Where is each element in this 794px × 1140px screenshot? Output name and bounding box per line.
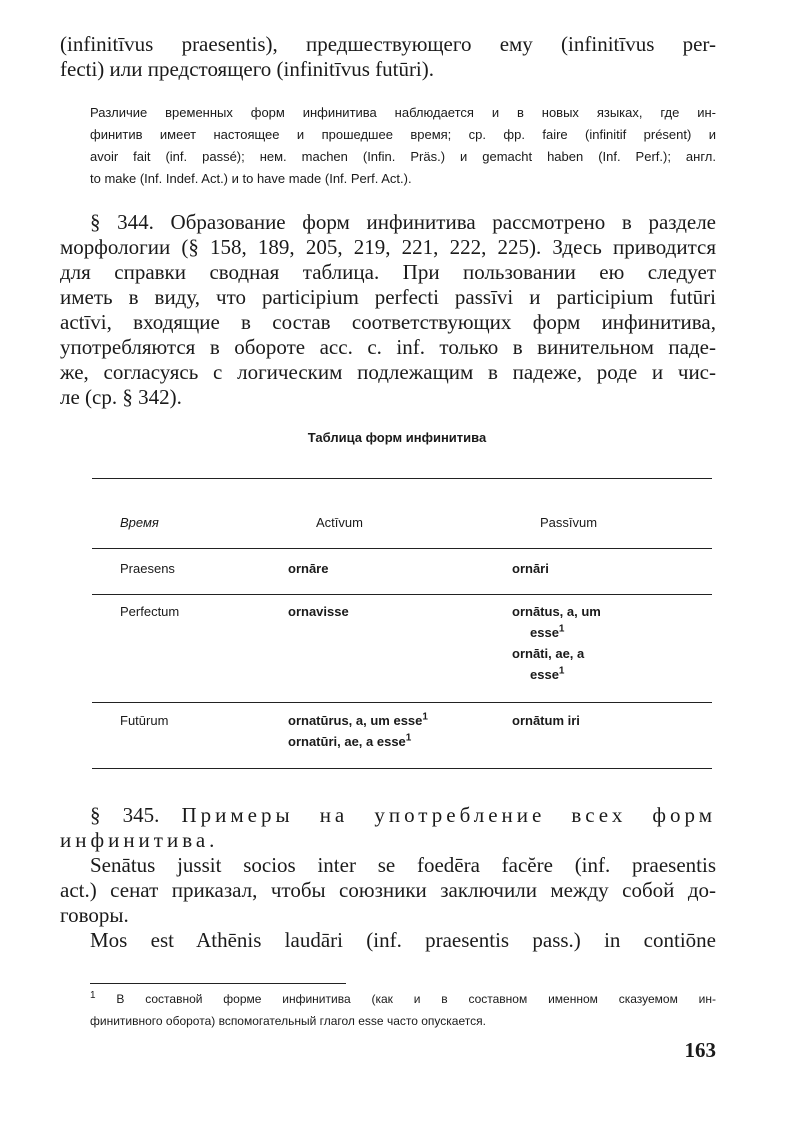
footnote-ref: 1 xyxy=(558,665,565,677)
s344-line-1: § 344. Образование форм инфинитива рассмотрено в разделе xyxy=(90,210,716,234)
footnote-ref: 1 xyxy=(558,623,565,635)
intro-line-2: fecti) или предстоящего (infinitīvus futūri). xyxy=(60,57,435,81)
footnote-line-1 xyxy=(90,988,716,1010)
note-line-4: to make (Inf. Indef. Act.) и to have made (Inf. Perf. Act.). xyxy=(90,171,412,186)
s344-line-8: ле (ср. § 342). xyxy=(60,385,182,409)
row-rule-1 xyxy=(92,594,712,595)
row-praesens-passive: ornāri xyxy=(512,561,549,576)
intro-line-1: (infinitīvus praesentis), предшествующего ему (infinitīvus per- xyxy=(60,32,716,56)
perfectum-passive-4 xyxy=(512,664,601,685)
futurum-active-1: ornatūrus, a, um esse xyxy=(288,713,423,728)
footnote-ref: 1 xyxy=(422,711,428,723)
example-2-line-1: Mos est Athēnis laudāri (inf. praesentis pass.) in contiōne xyxy=(90,928,716,952)
header-active: Actīvum xyxy=(316,515,363,530)
row-futurum-passive: ornātum iri xyxy=(512,713,580,728)
table-title: Таблица форм инфинитива xyxy=(307,430,487,445)
s344-line-6: употребляются в обороте acc. c. inf. только в винительном паде- xyxy=(60,335,716,359)
table-top-rule xyxy=(92,478,712,479)
footnote-rule xyxy=(90,983,346,984)
perfectum-esse-1: esse xyxy=(530,625,559,640)
s344-line-4: иметь в виду, что participium perfecti passīvi и participium futūri xyxy=(60,285,716,309)
perfectum-esse-2: esse xyxy=(530,667,559,682)
footnote-line-2: финитивного оборота) вспомогательный глагол esse часто опускается. xyxy=(90,1014,486,1028)
s345-number: § 345. xyxy=(90,803,160,827)
row-futurum-active xyxy=(288,710,428,752)
note-line-1: Различие временных форм инфинитива наблюдается и в новых языках, где ин- xyxy=(90,105,716,120)
row-futurum-time: Futūrum xyxy=(120,713,169,728)
header-time: Время xyxy=(120,515,159,530)
row-rule-2 xyxy=(92,702,712,703)
row-perfectum-time: Perfectum xyxy=(120,604,180,619)
note-line-2: финитив имеет настоящее и прошедшее время; ср. фр. faire (infinitif présent) и xyxy=(90,127,716,142)
comparative-note xyxy=(90,102,716,190)
row-praesens-active: ornāre xyxy=(288,561,329,576)
s344-line-7: же, согласуясь с логическим подлежащим в падеже, роде и чис- xyxy=(60,360,716,384)
futurum-active-2: ornatūri, ae, a esse xyxy=(288,734,406,749)
row-praesens-time: Praesens xyxy=(120,561,175,576)
s345-heading-1: Примеры на употребление всех форм xyxy=(181,803,717,827)
footnote-text-1: В составной форме инфинитива (как и в составном именном сказуемом ин- xyxy=(116,992,716,1006)
s344-line-2: морфологии (§ 158, 189, 205, 219, 221, 222, 225). Здесь приводится xyxy=(60,235,716,259)
row-perfectum-passive xyxy=(512,601,601,685)
row-perfectum-active: ornavisse xyxy=(288,604,349,619)
section-344 xyxy=(60,210,716,410)
s344-line-3: для справки сводная таблица. При пользовании ею следует xyxy=(60,260,716,284)
s345-heading-line-1 xyxy=(60,803,716,828)
perfectum-passive-2 xyxy=(512,622,601,643)
intro-paragraph xyxy=(60,32,716,82)
note-line-3: avoir fait (inf. passé); нем. machen (Infin. Präs.) и gemacht haben (Inf. Perf.); англ. xyxy=(90,149,716,164)
perfectum-passive-1: ornātus, a, um xyxy=(512,604,601,619)
section-345 xyxy=(60,803,716,953)
header-rule xyxy=(92,548,712,549)
s344-line-5: actīvi, входящие в состав соответствующих форм инфинитива, xyxy=(60,310,716,334)
footnote xyxy=(90,988,716,1032)
table-bottom-rule xyxy=(92,768,712,769)
example-1-line-2: act.) сенат приказал, чтобы союзники заключили между собой до- xyxy=(60,878,716,902)
footnote-mark: 1 xyxy=(90,990,96,1001)
s345-heading-2: инфинитива. xyxy=(60,828,219,852)
example-1-line-1: Senātus jussit socios inter se foedēra facĕre (inf. praesentis xyxy=(90,853,716,877)
perfectum-passive-3: ornāti, ae, a xyxy=(512,646,585,661)
footnote-ref: 1 xyxy=(405,732,412,744)
example-1-line-3: говоры. xyxy=(60,903,129,927)
header-passive: Passīvum xyxy=(540,515,598,530)
page-number: 163 xyxy=(684,1038,716,1062)
